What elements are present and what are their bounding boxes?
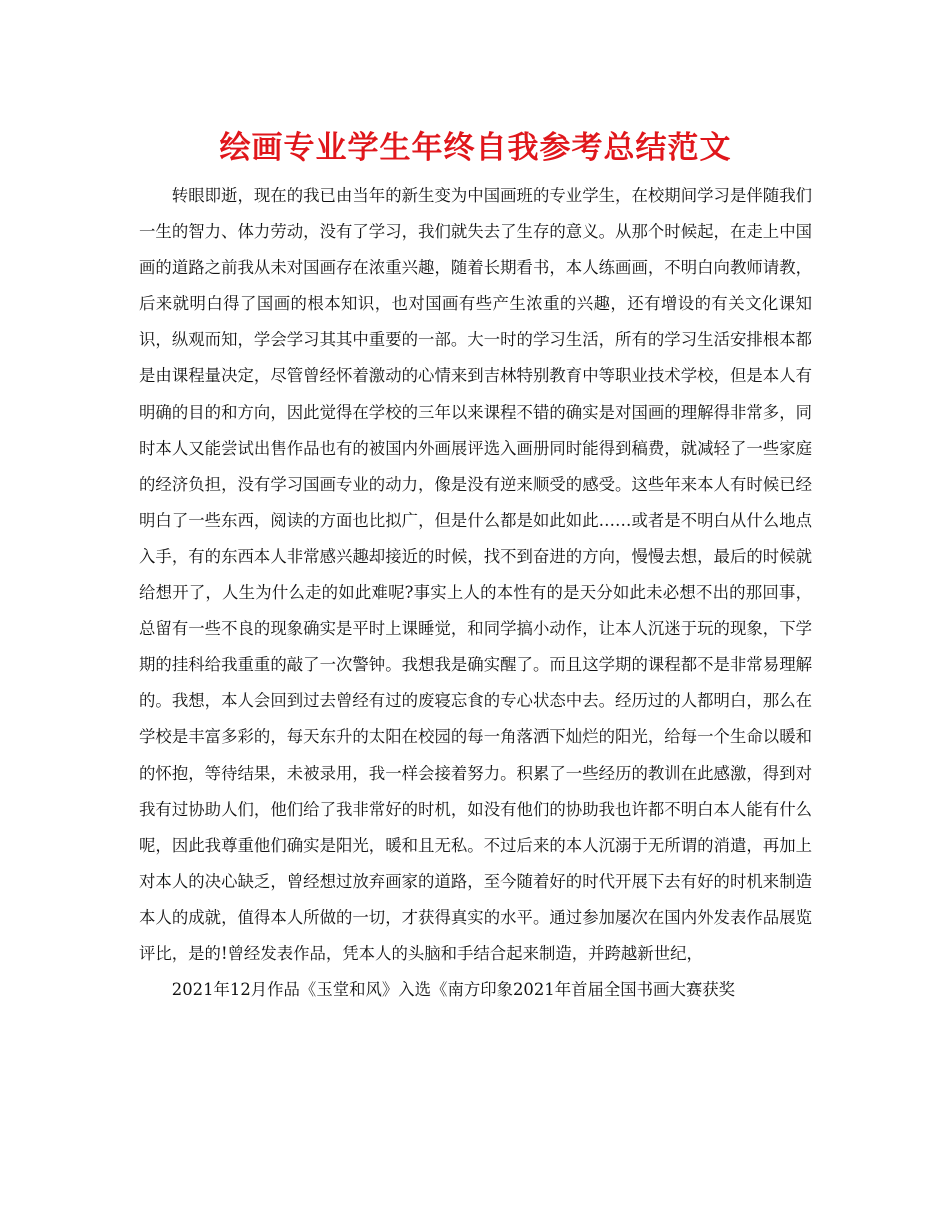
body-paragraph-2: 2021年12月作品《玉堂和风》入选《南方印象2021年首届全国书画大赛获奖: [171, 980, 736, 1000]
body-paragraph-1: 转眼即逝，现在的我已由当年的新生变为中国画班的专业学生，在校期间学习是伴随我们一生的智力、体力劳动，没有了学习，我们就失去了生存的意义。从那个时候起，在走上中国画的道路之前我从未对国画存在浓重兴趣，随着长期看书，本人练画画，不明白向教师请教，后来就明白得了国画的根本知识，也对国画有些产生浓重的兴趣，还有增设的有关文化课知识，纵观而知，学会学习其其中重要的一部。大一时的学习生活，所有的学习生活安排根本都是由课程量决定，尽管曾经怀着激动的心情来到吉林特别教育中等职业技术学校，但是本人有明确的目的和方向，因此觉得在学校的三年以来课程不错的确实是对国画的理解得非常多，同时本人又能尝试出售作品也有的被国内外画展评选入画册同时能得到稿费，就减轻了一些家庭的经济负担，没有学习国画专业的动力，像是没有逆来顺受的感受。这些年来本人有时候已经明白了一些东西，阅读的方面也比拟广，但是什么都是如此如此……或者是不明白从什么地点入手，有的东西本人非常感兴趣却接近的时候，找不到奋进的方向，慢慢去想，最后的时候就给想开了，人生为什么走的如此难呢?事实上人的本性有的是天分如此未必想不出的那回事，总留有一些不良的现象确实是平时上课睡觉，和同学搞小动作，让本人沉迷于玩的现象，下学期的挂科给我重重的敲了一次警钟。我想我是确实醒了。而且这学期的课程都不是非常易理解的。我想，本人会回到过去曾经有过的废寝忘食的专心状态中去。经历过的人都明白，那么在学校是丰富多彩的，每天东升的太阳在校园的每一角落洒下灿烂的阳光，给每一个生命以暖和的怀抱，等待结果，未被录用，我一样会接着努力。积累了一些经历的教训在此感激，得到对我有过协助人们，他们给了我非常好的时机，如没有他们的协助我也许都不明白本人能有什么呢，因此我尊重他们确实是阳光，暖和且无私。不过后来的本人沉溺于无所谓的消遣，再加上对本人的决心缺乏，曾经想过放弃画家的道路，至今随着好的时代开展下去有好的时机来制造本人的成就，值得本人所做的一切，才获得真实的水平。通过参加屡次在国内外发表作品展览评比，是的!曾经发表作品，凭本人的头脑和手结合起来制造，并跨越新世纪，: [139, 186, 812, 963]
document-title: 绘画专业学生年终自我参考总结范文: [219, 130, 732, 166]
